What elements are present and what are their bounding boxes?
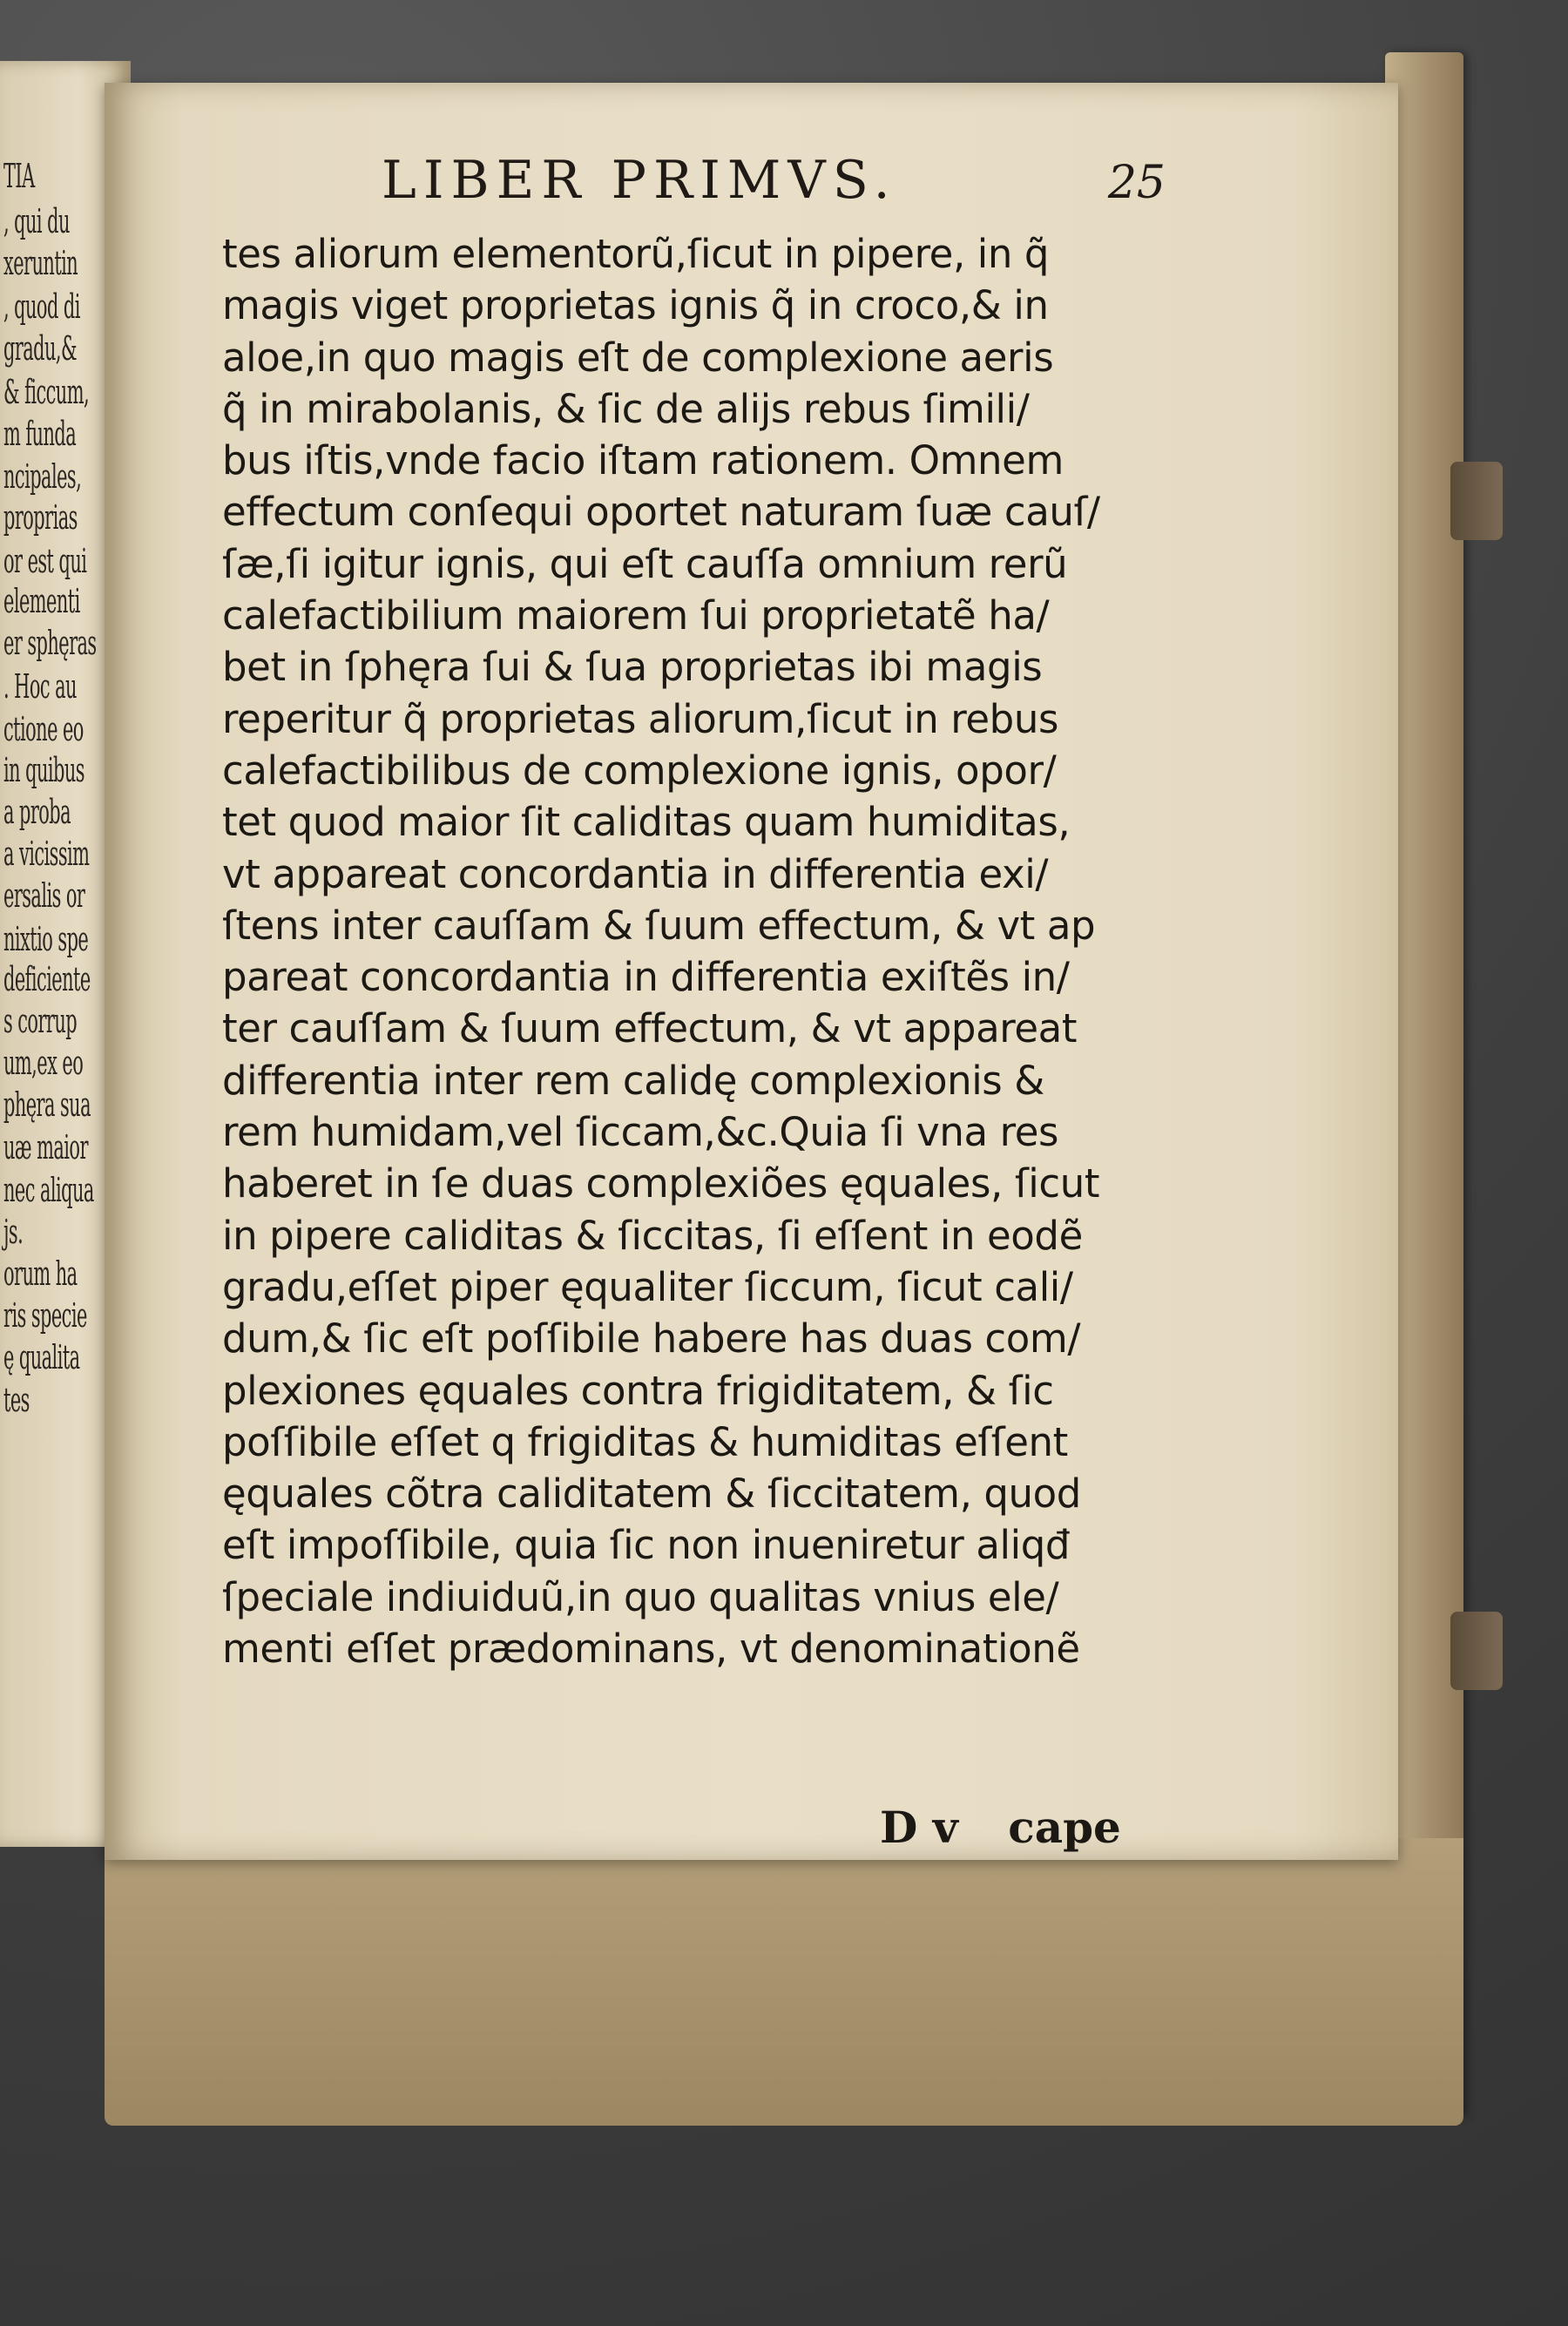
text-line: pareat concordantia in differentia exiſtẽs in/ (222, 954, 1070, 1001)
text-line: reperitur q̃ proprietas aliorum,ſicut in rebus (222, 695, 1059, 742)
left-page-fragment: elementi (3, 582, 80, 620)
text-line: ſtens inter cauſſam & ſuum effectum, & vt ap (222, 902, 1096, 949)
text-line: calefactibilium maiorem ſui proprietatẽ ha/ (222, 592, 1050, 639)
text-line: tes aliorum elementorũ,ſicut in pipere, in q̃ (222, 231, 1050, 277)
text-line: ſæ,ſi igitur ignis, qui eſt cauſſa omnium rerũ (222, 540, 1068, 587)
text-line: rem humidam,vel ſiccam,&c.Quia ſi vna res (222, 1109, 1059, 1156)
left-page-fragment: um,ex eo (3, 1044, 84, 1082)
signature-mark: D v (880, 1802, 958, 1853)
left-page-fragment: ersalis or (3, 876, 85, 915)
text-line: calefactibilibus de complexione ignis, opor/ (222, 747, 1057, 794)
binding-tie-top (1450, 462, 1503, 540)
left-page-fragment: a vicissim (3, 835, 90, 873)
running-title: LIBER PRIMVS. (382, 150, 897, 211)
left-page-fragment: tes (3, 1381, 30, 1419)
left-page-fragment: or est qui (3, 542, 87, 580)
text-line: q̃ in mirabolanis, & ſic de alijs rebus ſimili/ (222, 385, 1030, 432)
page-number: 25 (1107, 157, 1166, 209)
binding-tie-bottom (1450, 1612, 1503, 1690)
page-footer (880, 1802, 1121, 1853)
left-page-fragment: m funda (3, 415, 77, 453)
text-line: ter cauſſam & ſuum effectum, & vt appareat (222, 1005, 1078, 1052)
text-line: ęquales cõtra caliditatem & ſiccitatem, quod (222, 1471, 1081, 1518)
left-page-fragment: , quod di (3, 287, 80, 326)
left-page-fragment: in quibus (3, 751, 84, 789)
text-line: in pipere caliditas & ſiccitas, ſi eſſent in eodẽ (222, 1212, 1083, 1259)
text-line: effectum conſequi oportet naturam ſuæ cauſ/ (222, 489, 1100, 536)
left-page-fragment: s corrup (3, 1002, 78, 1040)
text-line: menti eſſet prædominans, vt denominationẽ (222, 1626, 1080, 1673)
left-page-fragment: ctione eo (3, 710, 84, 748)
text-line: bus iſtis,vnde facio iſtam rationem. Omnem (222, 437, 1064, 484)
left-page-fragment: nixtio spe (3, 920, 89, 958)
text-line: aloe,in quo magis eſt de complexione aeris (222, 334, 1054, 381)
left-page-fragment: . Hoc au (3, 667, 77, 706)
text-line: gradu,eſſet piper ęqualiter ſiccum, ſicut cali/ (222, 1263, 1073, 1310)
text-line: vt appareat concordantia in differentia exi/ (222, 850, 1049, 897)
left-page-fragment: deficiente (3, 960, 91, 998)
page-header (277, 150, 1166, 220)
left-page-fragment: js. (3, 1213, 24, 1251)
book-cover-bottom (105, 1838, 1463, 2126)
left-page-fragment: proprias (3, 498, 78, 537)
left-page-fragment: , qui du (3, 202, 70, 240)
left-page-fragment: ris specie (3, 1296, 87, 1335)
left-page-fragment: xeruntin (3, 244, 78, 282)
left-page-fragment: a proba (3, 793, 71, 831)
text-line: magis viget proprietas ignis q̃ in croco,& in (222, 282, 1049, 329)
left-page-fragment: nec aliqua (3, 1171, 94, 1209)
text-line: eſt impoſſibile, quia ſic non inueniretur aliqđ (222, 1522, 1071, 1569)
left-page-fragment: er sphęras (3, 624, 97, 662)
left-page-fragment: ę qualita (3, 1338, 80, 1376)
catchword: cape (1008, 1802, 1121, 1853)
left-page-fragment: phęra sua (3, 1085, 91, 1124)
text-line: bet in ſphęra ſui & ſua proprietas ibi magis (222, 644, 1043, 691)
text-line: plexiones ęquales contra frigiditatem, & ſic (222, 1367, 1054, 1414)
text-line: haberet in ſe duas complexiões ęquales, ſicut (222, 1160, 1100, 1207)
left-page-fragment: gradu,& (3, 329, 78, 368)
left-page-fragment: ncipales, (3, 457, 82, 496)
left-page-fragment: orum ha (3, 1254, 78, 1293)
text-line: differentia inter rem calidę complexionis & (222, 1057, 1044, 1104)
text-line: dum,& ſic eſt poſſibile habere has duas com/ (222, 1315, 1081, 1362)
body-text (222, 228, 1146, 1674)
left-page-fragment: & ficcum, (3, 373, 90, 411)
text-line: ſpeciale indiuiduũ,in quo qualitas vnius ele/ (222, 1573, 1059, 1620)
left-page-fragment: uæ maior (3, 1128, 88, 1166)
text-line: poſſibile eſſet q frigiditas & humiditas eſſent (222, 1418, 1068, 1465)
left-page-fragment: TIA (3, 157, 35, 195)
text-line: tet quod maior ſit caliditas quam humiditas, (222, 799, 1071, 846)
